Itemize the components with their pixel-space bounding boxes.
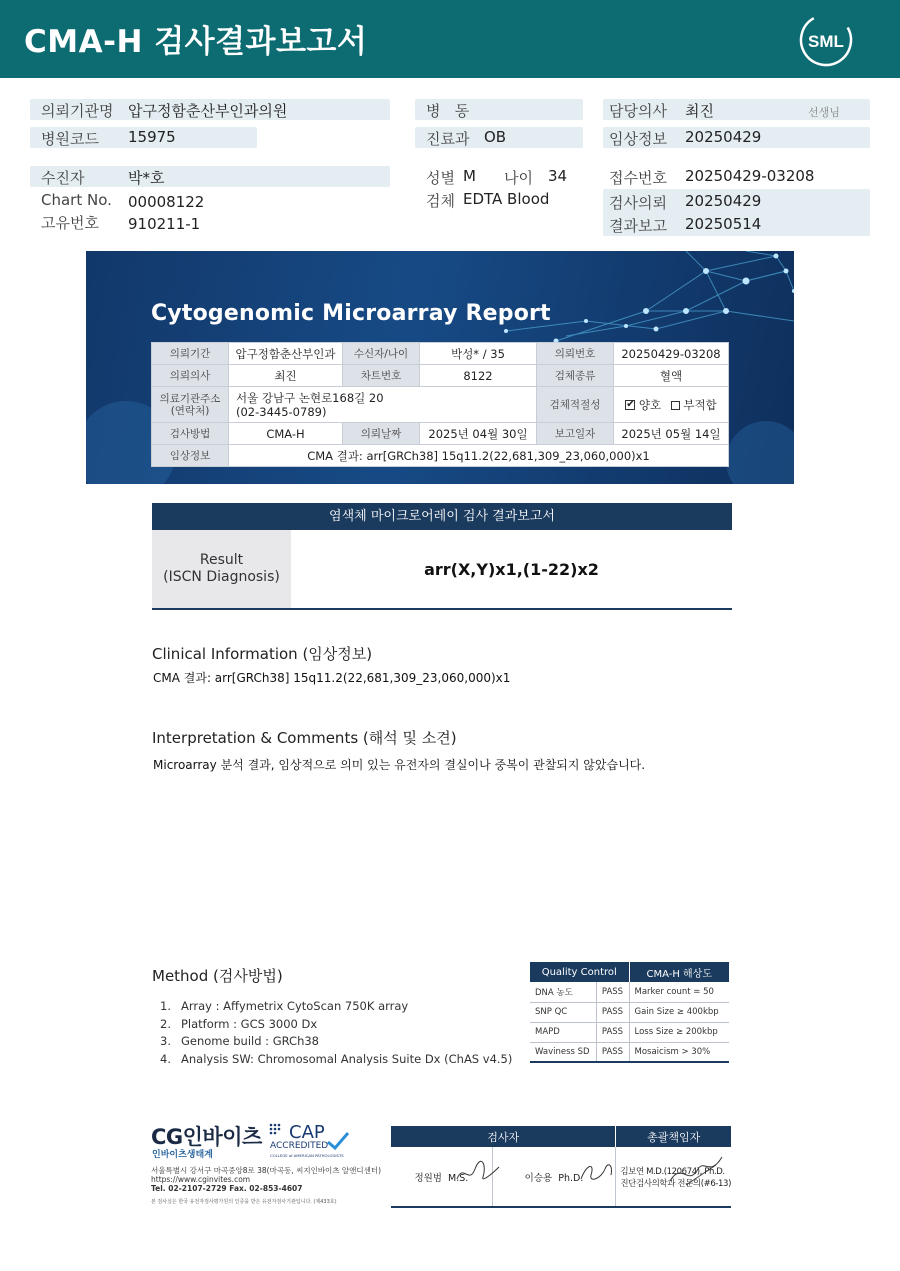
list-item (160, 1033, 512, 1051)
sml-logo-icon (798, 12, 854, 68)
banner-table (151, 342, 729, 467)
qc-name: Waviness SD (530, 1042, 596, 1062)
result-box (152, 530, 732, 610)
method-title: Method (검사방법) (152, 967, 283, 985)
sex-label: 성별 (426, 169, 455, 187)
clinical-title: Clinical Information (임상정보) (152, 645, 373, 663)
cell-label: 검체적절성 (537, 387, 614, 423)
sml-logo-text: SML (808, 32, 844, 51)
address-label-cell (152, 387, 229, 423)
cap-dots-icon (268, 1122, 288, 1140)
list-item-text: Genome build : GRCh38 (181, 1034, 319, 1048)
qc-status: PASS (596, 982, 629, 1002)
table-row (530, 1022, 729, 1042)
cell-value: 20250429-03208 (614, 343, 729, 365)
cell-value: 2025년 05월 14일 (614, 423, 729, 445)
address-value: 서울 강남구 논현로168길 20 (236, 390, 384, 405)
qc-resolution: Gain Size ≥ 400kbp (629, 1002, 729, 1022)
inadequate-label: 부적합 (683, 397, 717, 412)
specimen-label: 검체 (426, 192, 455, 210)
cell-value: 2025년 04월 30일 (420, 423, 537, 445)
cell-label: 의뢰기간 (152, 343, 229, 365)
website-line: https://www.cginvites.com (151, 1175, 251, 1184)
interpretation-title: Interpretation & Comments (해석 및 소견) (152, 729, 457, 747)
examiner1-name: 정원범 M.S. (414, 1172, 469, 1184)
signature-mark-icon (666, 1151, 726, 1191)
signature-mark-icon (575, 1157, 619, 1187)
adequate-label: 양호 (638, 397, 662, 412)
cell-label: 임상정보 (152, 445, 229, 467)
resolution-header: CMA-H 해상도 (629, 962, 729, 982)
receipt-value: 20250429-03208 (685, 167, 815, 185)
hospital-code-label: 병원코드 (41, 130, 99, 148)
patient-value: 박*호 (128, 169, 165, 187)
director-line2: 진단검사의학과 전문의(#6-13) (620, 1178, 731, 1189)
qc-status: PASS (596, 1002, 629, 1022)
age-label: 나이 (504, 169, 533, 187)
cell-value: 압구정함춘산부인과 (229, 343, 343, 365)
list-item (160, 998, 512, 1016)
qc-resolution: Loss Size ≥ 200kbp (629, 1022, 729, 1042)
checkbox-checked-icon: ✔ (626, 399, 635, 410)
list-item-number: 2. (160, 1016, 171, 1031)
interpretation-text: Microarray 분석 결과, 임상적으로 의미 있는 유전자의 결실이나 중복이 관찰되지 않았습니다. (153, 758, 646, 772)
tel-line: Tel. 02-2107-2729 Fax. 02-853-4607 (151, 1184, 303, 1193)
cell-value: 최진 (229, 365, 343, 387)
contact-value: (02-3445-0789) (236, 404, 327, 419)
address-label: 의료기관주소 (159, 392, 221, 405)
chart-label: Chart No. (41, 191, 112, 209)
director-cell (616, 1147, 731, 1207)
cell-label: 의뢰번호 (537, 343, 614, 365)
qc-resolution: Marker count = 50 (629, 982, 729, 1002)
dept-label: 진료과 (426, 130, 470, 148)
report-title: CMA-H 검사결과보고서 (24, 24, 368, 60)
table-row (530, 1042, 729, 1062)
cap-logo-text: CAP (289, 1122, 325, 1143)
report-date-label: 결과보고 (609, 217, 667, 235)
examiner2-cell (492, 1147, 616, 1207)
qc-status: PASS (596, 1042, 629, 1062)
address-line: 서울특별시 강서구 마곡중앙8로 38(마곡동, 씨지인바이츠 알앤디센터) (151, 1166, 382, 1175)
patient-label: 수진자 (41, 169, 85, 187)
list-item-text: Analysis SW: Chromosomal Analysis Suite Dx (ChAS v4.5) (181, 1051, 513, 1066)
cell-value: 혈액 (614, 365, 729, 387)
cap-accredited-text: ACCREDITED (270, 1141, 329, 1151)
clinical-value: 20250429 (685, 128, 762, 146)
cell-value: CMA-H (229, 423, 343, 445)
list-item (160, 1016, 512, 1034)
cell-value: 8122 (420, 365, 537, 387)
cell-label: 차트번호 (343, 365, 420, 387)
dept-value: OB (484, 128, 507, 146)
list-item-text: Platform : GCS 3000 Dx (181, 1016, 318, 1031)
examiner1-cell (391, 1147, 492, 1207)
receipt-label: 접수번호 (609, 169, 667, 187)
qc-status: PASS (596, 1022, 629, 1042)
report-date-value: 20250514 (685, 215, 762, 233)
contact-label: (연락처) (170, 404, 210, 417)
clinical-text: CMA 결과: arr[GRCh38] 15q11.2(22,681,309_23,060,000)x1 (153, 671, 511, 685)
cell-value: CMA 결과: arr[GRCh38] 15q11.2(22,681,309_23,060,000)x1 (229, 445, 729, 467)
table-row (530, 1002, 729, 1022)
unique-label: 고유번호 (41, 214, 99, 232)
qc-resolution: Mosaicism > 30% (629, 1042, 729, 1062)
list-item-number: 1. (160, 999, 171, 1013)
list-item-number: 4. (160, 1051, 171, 1066)
director-line1: 김보연 M.D.(120674), Ph.D. (620, 1166, 725, 1177)
list-item-text: Array : Affymetrix CytoScan 750K array (181, 999, 409, 1013)
cell-label: 보고일자 (537, 423, 614, 445)
cap-college-text: COLLEGE of AMERICAN PATHOLOGISTS (270, 1153, 344, 1158)
cell-label: 의뢰날짜 (343, 423, 420, 445)
cell-label: 검사방법 (152, 423, 229, 445)
certification-note: 본 검사실은 한국 유전자검사평가원의 인증을 받은 유전자검사기관입니다. (제433호) (151, 1199, 337, 1205)
address-value-cell (229, 387, 537, 423)
result-label-line2: (ISCN Diagnosis) (163, 569, 280, 585)
quality-control-table (530, 962, 729, 1063)
request-label: 검사의뢰 (609, 194, 667, 212)
unique-value: 910211-1 (128, 215, 201, 233)
table-row (530, 982, 729, 1002)
cell-label: 수신자/나이 (343, 343, 420, 365)
report-header (0, 0, 900, 78)
result-label (152, 530, 291, 608)
doctor-value: 최진 (685, 102, 714, 120)
cg-invites-logo: CG인바이츠 (151, 1125, 262, 1149)
chart-value: 00008122 (128, 193, 205, 211)
request-value: 20250429 (685, 192, 762, 210)
cell-value: 박성* / 35 (420, 343, 537, 365)
list-item (160, 1051, 512, 1069)
cell-label: 의뢰의사 (152, 365, 229, 387)
cg-invites-subtitle: 인바이츠생태계 (152, 1150, 213, 1160)
hospital-code-value: 15975 (128, 128, 176, 146)
result-header: 염색체 마이크로어레이 검사 결과보고서 (152, 503, 732, 530)
specimen-value: EDTA Blood (463, 190, 550, 208)
signature-table (391, 1126, 731, 1208)
qc-name: MAPD (530, 1022, 596, 1042)
clinical-label: 임상정보 (609, 130, 667, 148)
qc-name: DNA 농도 (530, 982, 596, 1002)
age-value: 34 (548, 167, 568, 185)
doctor-suffix: 선생님 (808, 106, 840, 119)
checkbox-empty-icon (671, 401, 680, 410)
doctor-label: 담당의사 (609, 102, 667, 120)
institution-value: 압구정함춘산부인과의원 (128, 102, 288, 120)
sex-value: M (463, 167, 476, 185)
result-value: arr(X,Y)x1,(1-22)x2 (424, 560, 599, 579)
checkmark-icon (326, 1131, 350, 1151)
company-address (151, 1166, 391, 1193)
qc-name: SNP QC (530, 1002, 596, 1022)
qc-header: Quality Control (530, 962, 629, 982)
director-header: 총괄책임자 (616, 1126, 731, 1147)
method-list (160, 998, 512, 1068)
list-item-number: 3. (160, 1034, 171, 1048)
cma-report-banner (86, 251, 794, 484)
examiner2-name: 이승용 Ph.D. (524, 1172, 584, 1184)
examiner-header: 검사자 (391, 1126, 616, 1147)
ward-label: 병 동 (426, 102, 470, 120)
result-label-line1: Result (199, 552, 244, 568)
specimen-adequacy-cell (614, 387, 729, 423)
banner-title: Cytogenomic Microarray Report (151, 301, 551, 326)
institution-label: 의뢰기관명 (41, 102, 114, 120)
cell-label: 검체종류 (537, 365, 614, 387)
